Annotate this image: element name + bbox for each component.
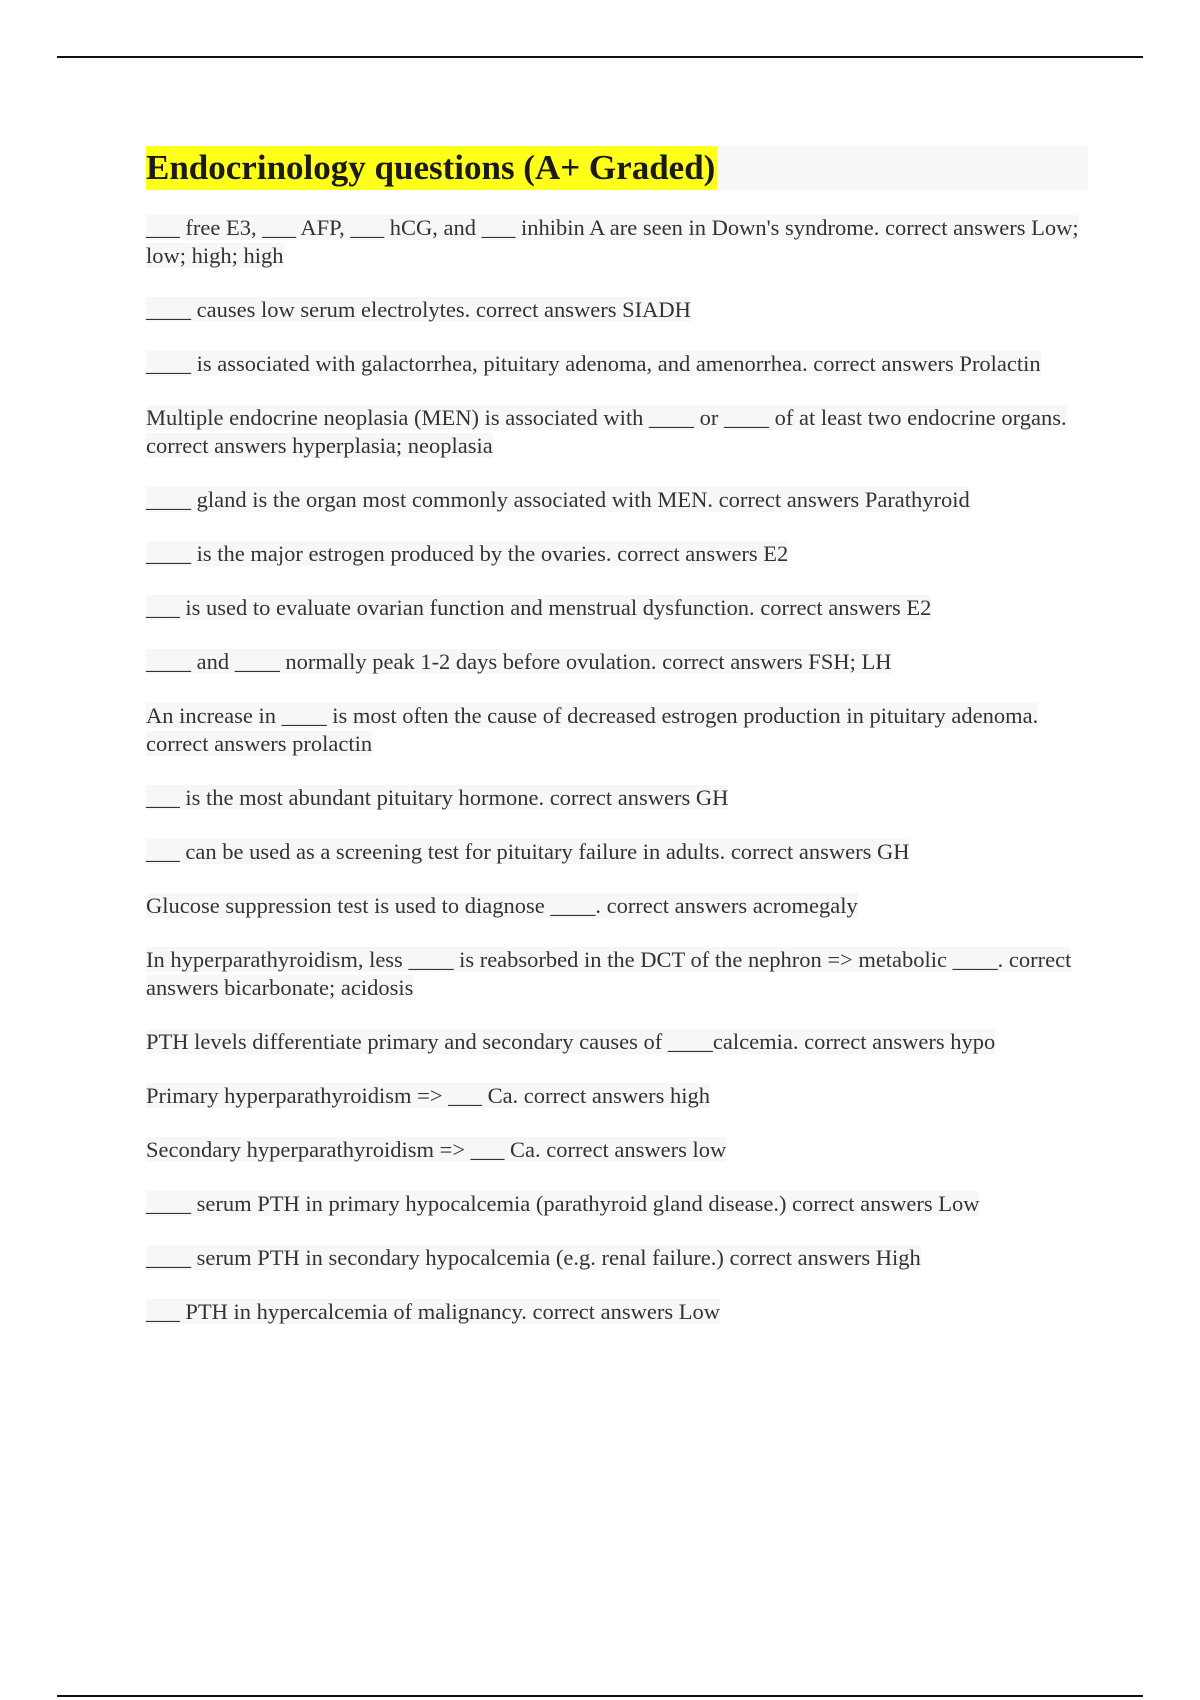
qa-text: ___ is the most abundant pituitary hormone. correct answers GH bbox=[146, 785, 729, 810]
qa-item-4 bbox=[146, 404, 1088, 460]
qa-text: An increase in ____ is most often the cause of decreased estrogen production in pituitary adenoma. correct answers prolactin bbox=[146, 703, 1039, 756]
qa-item-14 bbox=[146, 1028, 1088, 1056]
qa-item-9 bbox=[146, 702, 1088, 758]
qa-item-16 bbox=[146, 1136, 1088, 1164]
qa-text: ____ is associated with galactorrhea, pituitary adenoma, and amenorrhea. correct answers Prolactin bbox=[146, 351, 1041, 376]
qa-item-11 bbox=[146, 838, 1088, 866]
qa-text: ___ PTH in hypercalcemia of malignancy. correct answers Low bbox=[146, 1299, 720, 1324]
document-body bbox=[146, 146, 1088, 1352]
qa-text: Secondary hyperparathyroidism => ___ Ca. correct answers low bbox=[146, 1137, 727, 1162]
qa-text: Glucose suppression test is used to diagnose ____. correct answers acromegaly bbox=[146, 893, 858, 918]
qa-item-8 bbox=[146, 648, 1088, 676]
qa-item-17 bbox=[146, 1190, 1088, 1218]
qa-item-19 bbox=[146, 1298, 1088, 1326]
qa-text: ____ serum PTH in secondary hypocalcemia (e.g. renal failure.) correct answers High bbox=[146, 1245, 921, 1270]
qa-item-10 bbox=[146, 784, 1088, 812]
qa-item-2 bbox=[146, 296, 1088, 324]
bottom-rule bbox=[57, 1695, 1143, 1697]
qa-item-12 bbox=[146, 892, 1088, 920]
qa-text: In hyperparathyroidism, less ____ is reabsorbed in the DCT of the nephron => metabolic ____. correct answers bicarbonate; acidosis bbox=[146, 947, 1072, 1000]
qa-text: ____ and ____ normally peak 1-2 days before ovulation. correct answers FSH; LH bbox=[146, 649, 892, 674]
qa-text: Multiple endocrine neoplasia (MEN) is associated with ____ or ____ of at least two endocrine organs. correct answers hyperplasia; neoplasia bbox=[146, 405, 1067, 458]
qa-text: Primary hyperparathyroidism => ___ Ca. correct answers high bbox=[146, 1083, 710, 1108]
qa-text: ____ causes low serum electrolytes. correct answers SIADH bbox=[146, 297, 691, 322]
qa-text: ___ free E3, ___ AFP, ___ hCG, and ___ inhibin A are seen in Down's syndrome. correct answers Low; low; high; high bbox=[146, 215, 1079, 268]
document-title: Endocrinology questions (A+ Graded) bbox=[146, 146, 717, 190]
qa-text: PTH levels differentiate primary and secondary causes of ____calcemia. correct answers hypo bbox=[146, 1029, 996, 1054]
qa-item-1 bbox=[146, 214, 1088, 270]
qa-text: ____ serum PTH in primary hypocalcemia (parathyroid gland disease.) correct answers Low bbox=[146, 1191, 980, 1216]
qa-item-7 bbox=[146, 594, 1088, 622]
title-row bbox=[146, 146, 1088, 190]
qa-item-13 bbox=[146, 946, 1088, 1002]
qa-item-3 bbox=[146, 350, 1088, 378]
qa-item-15 bbox=[146, 1082, 1088, 1110]
qa-item-5 bbox=[146, 486, 1088, 514]
qa-text: ____ is the major estrogen produced by the ovaries. correct answers E2 bbox=[146, 541, 789, 566]
top-rule bbox=[57, 56, 1143, 58]
qa-item-6 bbox=[146, 540, 1088, 568]
qa-text: ___ is used to evaluate ovarian function and menstrual dysfunction. correct answers E2 bbox=[146, 595, 932, 620]
qa-item-18 bbox=[146, 1244, 1088, 1272]
qa-text: ____ gland is the organ most commonly associated with MEN. correct answers Parathyroid bbox=[146, 487, 970, 512]
qa-text: ___ can be used as a screening test for pituitary failure in adults. correct answers GH bbox=[146, 839, 910, 864]
